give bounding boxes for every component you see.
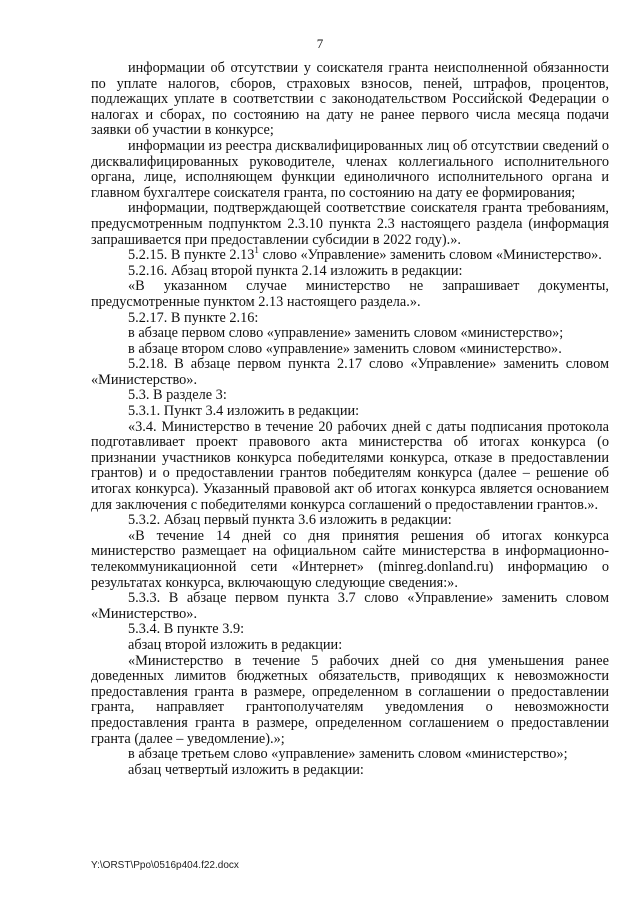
page-number: 7 <box>316 36 324 51</box>
paragraph: 5.3.4. В пункте 3.9: <box>128 621 245 638</box>
paragraph-2-15-text-end: слово «Управление» заменить словом «Министерство». <box>258 247 602 264</box>
paragraph: «Министерство в течение 5 рабочих дней со дня уменьшения ранее доведенных лимитов бюджетных обязательств, приводящих к невозможности предоставления гранта в размере, определенном в соглашении о предоставлении гранта, направляет грантополучателям уведомления о невозможности предоставления гранта в размере, определенном соглашением о предоставлении гранта (далее – уведомление).»; <box>91 652 609 747</box>
paragraph: 5.2.17. В пункте 2.16: <box>128 309 259 326</box>
paragraph: 5.3.3. В абзаце первом пункта 3.7 слово «Управление» заменить словом «Министерство». <box>91 590 609 622</box>
paragraph: 5.2.18. В абзаце первом пункта 2.17 слово «Управление» заменить словом «Министерство». <box>91 356 609 388</box>
superscript: 1 <box>254 245 259 256</box>
paragraph: абзац четвертый изложить в редакции: <box>128 761 364 778</box>
document-body <box>91 61 609 778</box>
paragraph: в абзаце втором слово «управление» заменить словом «министерство». <box>128 340 562 357</box>
file-path-footer: Y:\ORST\Ppo\0516p404.f22.docx <box>91 860 239 871</box>
paragraph: в абзаце третьем слово «управление» заменить словом «министерство»; <box>128 746 568 763</box>
paragraph-2-15-text: 5.2.15. В пункте 2.13 <box>128 247 255 264</box>
paragraph: «В указанном случае министерство не запрашивает документы, предусмотренные пунктом 2.13 настоящего раздела.». <box>91 278 609 310</box>
paragraph: 5.3.1. Пункт 3.4 изложить в редакции: <box>128 403 360 420</box>
paragraph: 5.2.16. Абзац второй пункта 2.14 изложить в редакции: <box>128 262 463 279</box>
paragraph: «В течение 14 дней со дня принятия решения об итогах конкурса министерство размещает на официальном сайте министерства в информационно-телекоммуникационной сети «Интернет» (minreg.donland.ru) информацию о результатах конкурса, включающую следующие сведения:». <box>91 527 609 591</box>
paragraph: «3.4. Министерство в течение 20 рабочих дней с даты подписания протокола подготавливает проект правового акта министерства об итогах конкурса (о признании участников конкурса победителями конкурса, отказе в предоставлении грантов) и о предоставлении грантов победителям конкурса (далее – решение об итогах конкурса). Указанный правовой акт об итогах конкурса является основанием для заключения с победителями конкурса соглашений о предоставлении грантов.». <box>91 418 609 513</box>
paragraph: 5.3. В разделе 3: <box>128 387 227 404</box>
paragraph: в абзаце первом слово «управление» заменить словом «министерство»; <box>128 325 564 342</box>
paragraph: 5.3.2. Абзац первый пункта 3.6 изложить в редакции: <box>128 512 452 529</box>
paragraph: абзац второй изложить в редакции: <box>128 636 343 653</box>
paragraph: информации из реестра дисквалифицированных лиц об отсутствии сведений о дисквалифицированных руководителе, членах коллегиального исполнительного органа, лице, исполняющем функции единоличного исполнительного органа и главном бухгалтере соискателя гранта, по состоянию на дату ее формирования; <box>91 137 609 201</box>
paragraph: информации, подтверждающей соответствие соискателя гранта требованиям, предусмотренным подпунктом 2.3.10 пункта 2.3 настоящего раздела (информация запрашивается при предоставлении субсидии в 2022 году).». <box>91 200 609 248</box>
paragraph: информации об отсутствии у соискателя гранта неисполненной обязанности по уплате налогов, сборов, страховых взносов, пеней, штрафов, процентов, подлежащих уплате в соответствии с законодательством Российской Федерации о налогах и сборах, по состоянию на дату не ранее первого числа месяца подачи заявки об участии в конкурсе; <box>91 60 609 139</box>
paragraph-2-15 <box>91 245 609 264</box>
